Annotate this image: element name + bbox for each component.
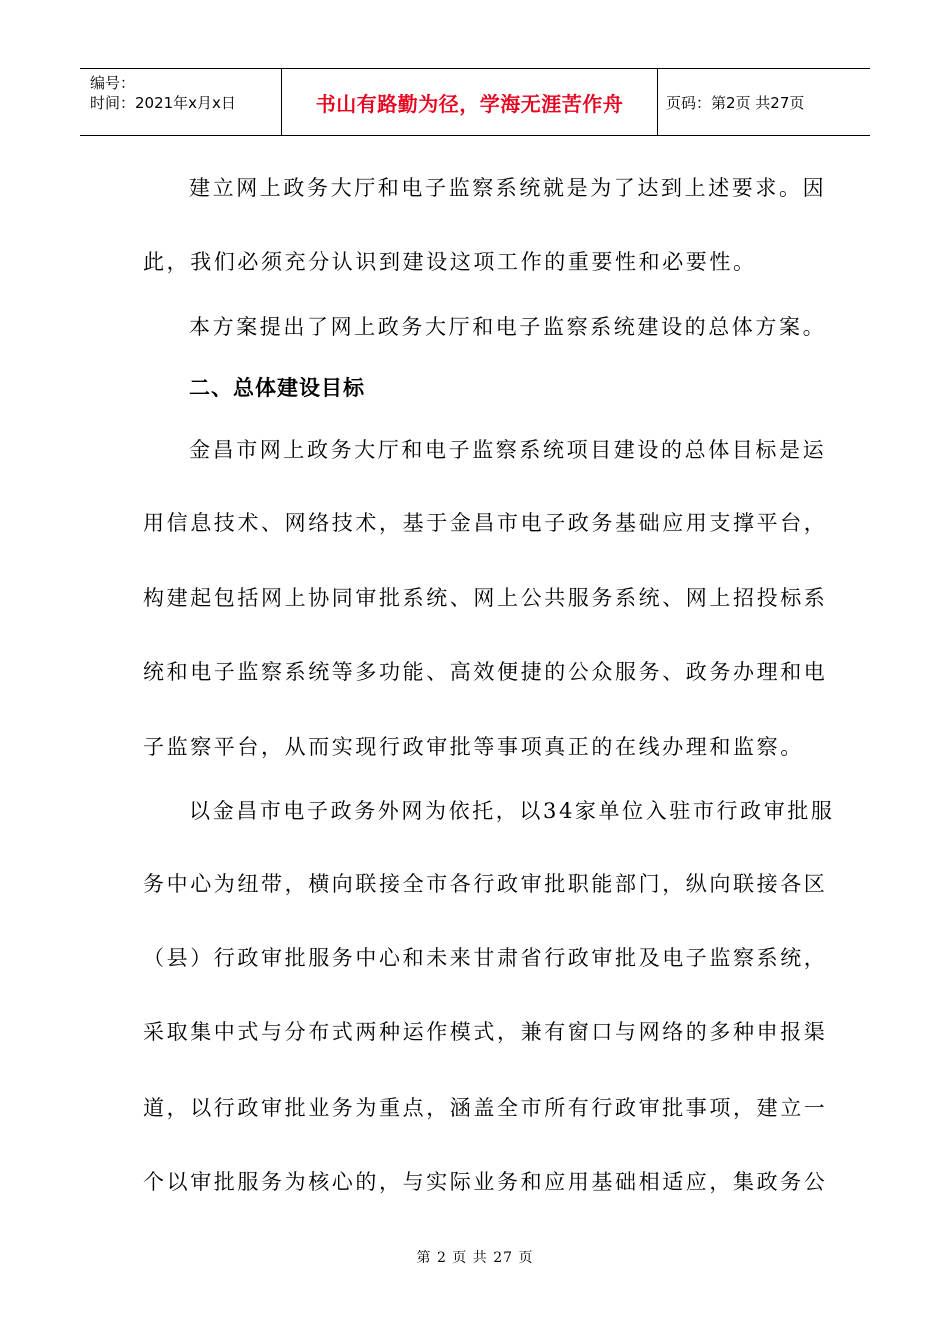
body-line: 本方案提出了网上政务大厅和电子监察系统建设的总体方案。 [189, 315, 827, 339]
body-line: 构建起包括网上协同审批系统、网上公共服务系统、网上招投标系 [143, 586, 828, 610]
page-footer: 第 2 页 共 27 页 [416, 1250, 534, 1266]
header-page-cell [658, 69, 870, 135]
time-label: 时间：2021年x月x日 [90, 94, 236, 112]
body-line: 道，以行政审批业务为重点，涵盖全市所有行政审批事项，建立一 [143, 1096, 828, 1120]
body-line: 建立网上政务大厅和电子监察系统就是为了达到上述要求。因 [189, 176, 827, 200]
body-line: 子监察平台，从而实现行政审批等事项真正的在线办理和监察。 [143, 735, 804, 759]
body-line: 采取集中式与分布式两种运作模式，兼有窗口与网络的多种申报渠 [143, 1020, 828, 1044]
document-header [80, 68, 870, 136]
body-line: 个以审批服务为核心的，与实际业务和应用基础相适应，集政务公 [143, 1170, 828, 1194]
header-motto-cell [282, 69, 658, 135]
body-line: 用信息技术、网络技术，基于金昌市电子政务基础应用支撑平台， [143, 511, 828, 535]
body-line: （县）行政审批服务中心和未来甘肃省行政审批及电子监察系统， [143, 946, 828, 970]
body-line: 此，我们必须充分认识到建设这项工作的重要性和必要性。 [143, 250, 757, 274]
page-info: 页码：第2页 共27页 [666, 93, 805, 112]
section-heading: 二、总体建设目标 [189, 376, 365, 400]
header-meta-cell [80, 69, 282, 135]
body-line: 以金昌市电子政务外网为依托，以34家单位入驻市行政审批服 [189, 799, 835, 823]
body-line: 统和电子监察系统等多功能、高效便捷的公众服务、政务办理和电 [143, 660, 828, 684]
body-line: 务中心为纽带，横向联接全市各行政审批职能部门，纵向联接各区 [143, 872, 828, 896]
body-line: 金昌市网上政务大厅和电子监察系统项目建设的总体目标是运 [189, 438, 827, 462]
number-label: 编号： [90, 74, 136, 92]
motto-text: 书山有路勤为径，学海无涯苦作舟 [315, 91, 624, 116]
